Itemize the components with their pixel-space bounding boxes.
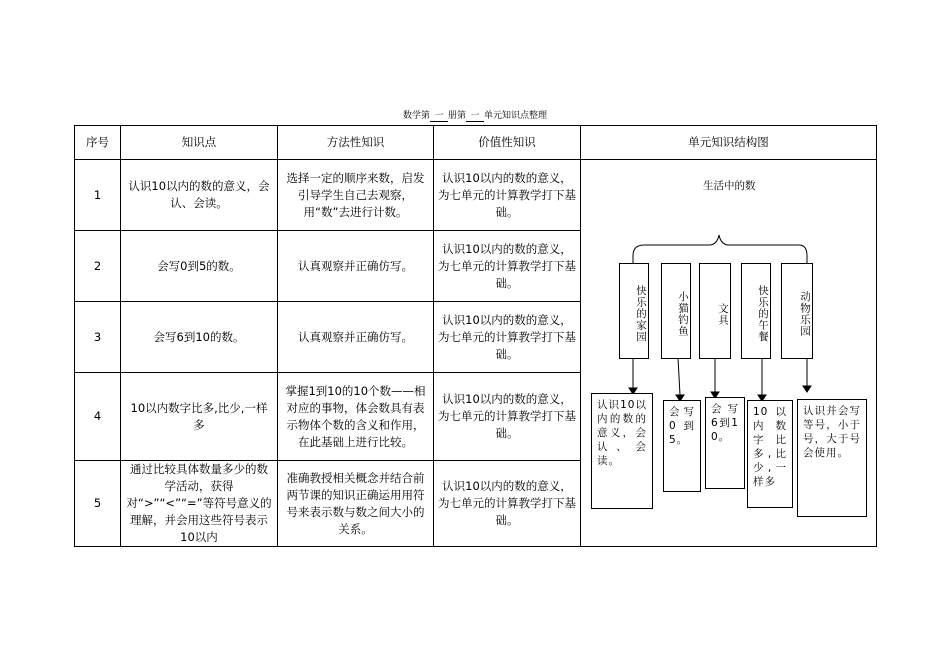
- branch-happy-lunch: 快乐的午餐: [741, 263, 771, 359]
- knowledge-cell: 10以内数字比多,比少,一样多: [121, 373, 278, 461]
- branch-kitten-fishing: 小猫钓鱼: [661, 263, 691, 359]
- header-number: 序号: [75, 126, 121, 160]
- leaf-compare: 10以内数字比多,比少,一样多: [747, 400, 793, 508]
- leaf-write-0-5: 会写0到5。: [663, 400, 701, 492]
- branch-happy-home: 快乐的家园: [619, 263, 649, 359]
- knowledge-cell: 会写6到10的数。: [121, 302, 278, 373]
- method-cell: 准确教授相关概念并结合前两节课的知识正确运用用符号来表示数与数之间大小的关系。: [278, 461, 434, 547]
- title-blank-unit: 一: [466, 108, 484, 122]
- leaf-symbols: 认识并会写等号，小于号，大于号会使用。: [797, 399, 867, 517]
- header-value: 价值性知识: [434, 126, 581, 160]
- header-method: 方法性知识: [278, 126, 434, 160]
- method-cell: 认真观察并正确仿写。: [278, 231, 434, 302]
- value-cell: 认识10以内的数的意义，为七单元的计算教学打下基础。: [434, 373, 581, 461]
- knowledge-cell: 认识10以内的数的意义，会认、会读。: [121, 160, 278, 231]
- value-cell: 认识10以内的数的意义，为七单元的计算教学打下基础。: [434, 461, 581, 547]
- table-header-row: [75, 126, 877, 160]
- table-row: [75, 160, 877, 231]
- branch-animal-park: 动物乐园: [781, 263, 813, 359]
- diagram-root: 生活中的数: [703, 180, 756, 192]
- knowledge-table: [74, 125, 877, 547]
- document-title: 数学第 一 册第 一 单元知识点整理: [0, 108, 950, 122]
- row-number: 4: [75, 373, 121, 461]
- value-cell: 认识10以内的数的意义，为七单元的计算教学打下基础。: [434, 231, 581, 302]
- row-number: 1: [75, 160, 121, 231]
- branch-stationery: 文具: [699, 263, 731, 359]
- row-number: 3: [75, 302, 121, 373]
- leaf-write-6-10: 会写6到10。: [705, 397, 745, 489]
- knowledge-cell: 通过比较具体数量多少的数学活动，获得对“>”“<”“=”等符号意义的理解，并会用这些符号表示10以内: [121, 461, 278, 547]
- header-structure: 单元知识结构图: [581, 126, 877, 160]
- header-knowledge: 知识点: [121, 126, 278, 160]
- structure-diagram-cell: [581, 160, 877, 547]
- method-cell: 掌握1到10的10个数——相对应的事物，体会数具有表示物体个数的含义和作用，在此基础上进行比较。: [278, 373, 434, 461]
- leaf-recognize: 认识10以内的数的意义，会认、会读。: [591, 393, 653, 509]
- title-blank-volume: 一: [430, 108, 448, 122]
- knowledge-cell: 会写0到5的数。: [121, 231, 278, 302]
- row-number: 5: [75, 461, 121, 547]
- structure-diagram: [581, 160, 877, 547]
- value-cell: 认识10以内的数的意义，为七单元的计算教学打下基础。: [434, 160, 581, 231]
- method-cell: 选择一定的顺序来数，启发引导学生自己去观察，用“数”去进行计数。: [278, 160, 434, 231]
- value-cell: 认识10以内的数的意义，为七单元的计算教学打下基础。: [434, 302, 581, 373]
- row-number: 2: [75, 231, 121, 302]
- method-cell: 认真观察并正确仿写。: [278, 302, 434, 373]
